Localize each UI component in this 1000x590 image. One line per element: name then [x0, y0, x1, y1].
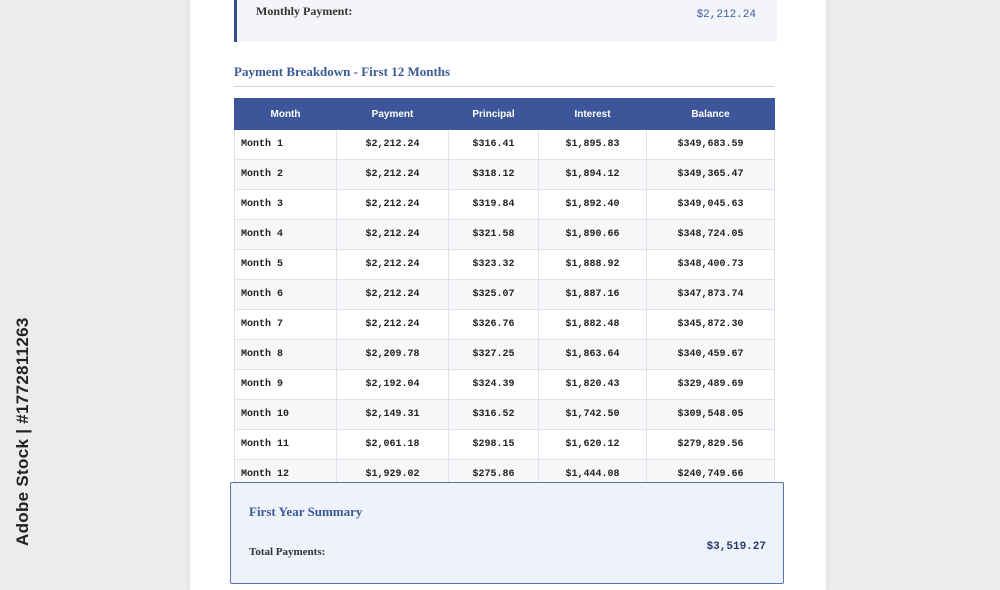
cell-payment: $2,212.24 [337, 220, 449, 250]
cell-principal: $325.07 [449, 280, 539, 310]
table-row [235, 340, 775, 370]
table-row [235, 280, 775, 310]
cell-principal: $319.84 [449, 190, 539, 220]
cell-balance: $348,724.05 [647, 220, 775, 250]
total-payments-value: $3,519.27 [706, 541, 766, 553]
cell-balance: $345,872.30 [647, 310, 775, 340]
table-row [235, 310, 775, 340]
cell-principal: $316.41 [449, 130, 539, 160]
cell-interest: $1,444.08 [539, 460, 647, 490]
cell-interest: $1,620.12 [539, 430, 647, 460]
monthly-payment-label: Monthly Payment: [256, 4, 353, 18]
stock-id-label: Adobe Stock | #1772811263 [13, 317, 32, 546]
cell-principal: $316.52 [449, 400, 539, 430]
cell-principal: $318.12 [449, 160, 539, 190]
column-header-interest: Interest [539, 99, 647, 130]
cell-payment: $2,212.24 [337, 160, 449, 190]
table-row [235, 430, 775, 460]
cell-balance: $348,400.73 [647, 250, 775, 280]
total-payments-label: Total Payments: [249, 546, 326, 558]
cell-balance: $340,459.67 [647, 340, 775, 370]
cell-month: Month 6 [235, 280, 337, 310]
cell-payment: $1,929.02 [337, 460, 449, 490]
cell-balance: $309,548.05 [647, 400, 775, 430]
summary-title: First Year Summary [249, 504, 363, 519]
cell-month: Month 7 [235, 310, 337, 340]
cell-principal: $323.32 [449, 250, 539, 280]
cell-interest: $1,888.92 [539, 250, 647, 280]
column-header-principal: Principal [449, 99, 539, 130]
table-header-row [235, 99, 775, 130]
column-header-month: Month [235, 99, 337, 130]
cell-balance: $347,873.74 [647, 280, 775, 310]
cell-interest: $1,894.12 [539, 160, 647, 190]
cell-month: Month 10 [235, 400, 337, 430]
cell-month: Month 1 [235, 130, 337, 160]
cell-interest: $1,887.16 [539, 280, 647, 310]
payment-breakdown-table [234, 98, 775, 490]
cell-interest: $1,892.40 [539, 190, 647, 220]
cell-principal: $298.15 [449, 430, 539, 460]
table-row [235, 400, 775, 430]
monthly-payment-value: $2,212.24 [696, 9, 756, 21]
column-header-balance: Balance [647, 99, 775, 130]
cell-balance: $240,749.66 [647, 460, 775, 490]
section-divider [234, 86, 774, 87]
cell-payment: $2,212.24 [337, 280, 449, 310]
cell-interest: $1,863.64 [539, 340, 647, 370]
cell-interest: $1,742.50 [539, 400, 647, 430]
cell-month: Month 12 [235, 460, 337, 490]
cell-payment: $2,209.78 [337, 340, 449, 370]
table-row [235, 250, 775, 280]
cell-interest: $1,895.83 [539, 130, 647, 160]
cell-balance: $349,365.47 [647, 160, 775, 190]
cell-principal: $321.58 [449, 220, 539, 250]
cell-balance: $349,045.63 [647, 190, 775, 220]
cell-payment: $2,212.24 [337, 130, 449, 160]
cell-month: Month 9 [235, 370, 337, 400]
cell-interest: $1,890.66 [539, 220, 647, 250]
cell-payment: $2,212.24 [337, 190, 449, 220]
cell-balance: $329,489.69 [647, 370, 775, 400]
cell-month: Month 11 [235, 430, 337, 460]
summary-box [230, 482, 784, 584]
cell-interest: $1,820.43 [539, 370, 647, 400]
table-row [235, 160, 775, 190]
column-header-payment: Payment [337, 99, 449, 130]
table-row [235, 220, 775, 250]
cell-payment: $2,212.24 [337, 250, 449, 280]
cell-month: Month 4 [235, 220, 337, 250]
cell-balance: $349,683.59 [647, 130, 775, 160]
cell-principal: $326.76 [449, 310, 539, 340]
cell-month: Month 3 [235, 190, 337, 220]
cell-principal: $275.86 [449, 460, 539, 490]
cell-principal: $324.39 [449, 370, 539, 400]
cell-payment: $2,212.24 [337, 310, 449, 340]
table-row [235, 370, 775, 400]
cell-month: Month 2 [235, 160, 337, 190]
cell-payment: $2,061.18 [337, 430, 449, 460]
cell-payment: $2,149.31 [337, 400, 449, 430]
table-row [235, 190, 775, 220]
cell-interest: $1,882.48 [539, 310, 647, 340]
breakdown-title: Payment Breakdown - First 12 Months [234, 64, 451, 79]
cell-principal: $327.25 [449, 340, 539, 370]
cell-month: Month 8 [235, 340, 337, 370]
cell-payment: $2,192.04 [337, 370, 449, 400]
table-body [235, 130, 775, 490]
cell-balance: $279,829.56 [647, 430, 775, 460]
table-row [235, 130, 775, 160]
cell-month: Month 5 [235, 250, 337, 280]
